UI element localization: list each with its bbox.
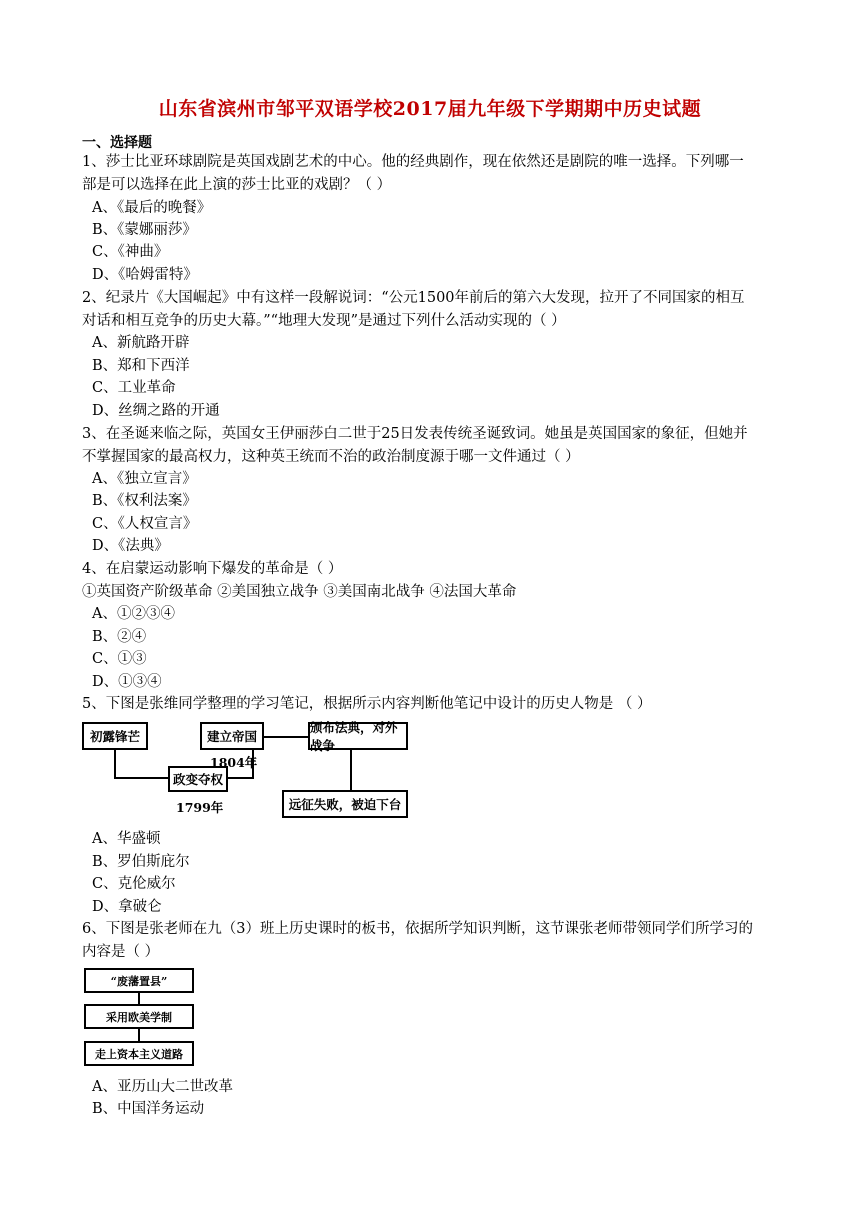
q4-option-b: B、②④	[92, 629, 147, 645]
q6-option-a: A、亚历山大二世改革	[92, 1079, 233, 1095]
connector-line	[114, 748, 116, 778]
q6-stem-line1: 6、下图是张老师在九（3）班上历史课时的板书，依据所学知识判断，这节课张老师带领同学们所学习的	[82, 921, 753, 937]
q4-option-a: A、①②③④	[92, 606, 175, 622]
q5-box-coup: 政变夺权	[168, 766, 228, 792]
q5-box-defeat: 远征失败，被迫下台	[282, 790, 408, 818]
q1-option-c: C、《神曲》	[92, 244, 169, 260]
q5-option-d: D、拿破仑	[92, 899, 162, 915]
q6-box-capitalism: 走上资本主义道路	[84, 1041, 194, 1066]
q5-option-a: A、华盛顿	[92, 831, 161, 847]
q3-option-d: D、《法典》	[92, 538, 169, 554]
q3-option-b: B、《权利法案》	[92, 493, 197, 509]
q5-option-b: B、罗伯斯庇尔	[92, 854, 190, 870]
q6-flowchart	[84, 966, 196, 1070]
q3-stem-line1: 3、在圣诞来临之际，英国女王伊丽莎白二世于25日发表传统圣诞致词。她虽是英国国家的象征，但她并	[82, 426, 748, 442]
connector-line	[262, 736, 310, 738]
q3-option-a: A、《独立宣言》	[92, 471, 197, 487]
q5-box-empire: 建立帝国	[200, 722, 264, 750]
q5-flowchart	[82, 716, 412, 820]
connector-line	[114, 777, 172, 779]
q5-box-debut: 初露锋芒	[82, 722, 148, 750]
q4-stem-line2: ①英国资产阶级革命 ②美国独立战争 ③美国南北战争 ④法国大革命	[82, 584, 517, 600]
q1-option-b: B、《蒙娜丽莎》	[92, 222, 197, 238]
q2-stem-line1: 2、纪录片《大国崛起》中有这样一段解说词：“公元1500年前后的第六大发现，拉开了不同国家的相互	[82, 290, 745, 306]
section-heading: 一、选择题	[82, 135, 152, 151]
q2-stem-line2: 对话和相互竞争的历史大幕。”“地理大发现”是通过下列什么活动实现的（ ）	[82, 313, 566, 329]
q3-option-c: C、《人权宣言》	[92, 516, 198, 532]
q1-stem-line1: 1、莎士比亚环球剧院是英国戏剧艺术的中心。他的经典剧作，现在依然还是剧院的唯一选择。下列哪一	[82, 154, 744, 170]
q4-stem-line1: 4、在启蒙运动影响下爆发的革命是（ ）	[82, 561, 343, 577]
q1-option-a: A、《最后的晚餐》	[92, 200, 212, 216]
q4-option-d: D、①③④	[92, 674, 162, 690]
q2-option-d: D、丝绸之路的开通	[92, 403, 220, 419]
connector-line	[350, 748, 352, 794]
page-title: 山东省滨州市邹平双语学校2017届九年级下学期期中历史试题	[158, 98, 702, 120]
q2-option-b: B、郑和下西洋	[92, 358, 190, 374]
q6-stem-line2: 内容是（ ）	[82, 944, 160, 960]
q5-stem-line1: 5、下图是张维同学整理的学习笔记，根据所示内容判断他笔记中设计的历史人物是 （ ）	[82, 696, 652, 712]
q3-stem-line2: 不掌握国家的最高权力，这种英王统而不治的政治制度源于哪一文件通过（ ）	[82, 449, 580, 465]
q4-option-c: C、①③	[92, 651, 147, 667]
connector-line	[138, 992, 140, 1004]
q5-year-1804: 1804年	[210, 755, 258, 770]
q2-option-c: C、工业革命	[92, 380, 176, 396]
q5-box-code-war: 颁布法典，对外战争	[308, 722, 408, 750]
connector-line	[138, 1028, 140, 1042]
q6-box-abolish: “废藩置县”	[84, 968, 194, 993]
q6-option-b: B、中国洋务运动	[92, 1101, 205, 1117]
connector-line	[224, 777, 254, 779]
q5-year-1799: 1799年	[176, 800, 224, 815]
q6-box-education: 采用欧美学制	[84, 1004, 194, 1029]
q1-option-d: D、《哈姆雷特》	[92, 267, 198, 283]
q1-stem-line2: 部是可以选择在此上演的莎士比亚的戏剧？（ ）	[82, 177, 392, 193]
q5-option-c: C、克伦威尔	[92, 876, 176, 892]
q2-option-a: A、新航路开辟	[92, 335, 190, 351]
